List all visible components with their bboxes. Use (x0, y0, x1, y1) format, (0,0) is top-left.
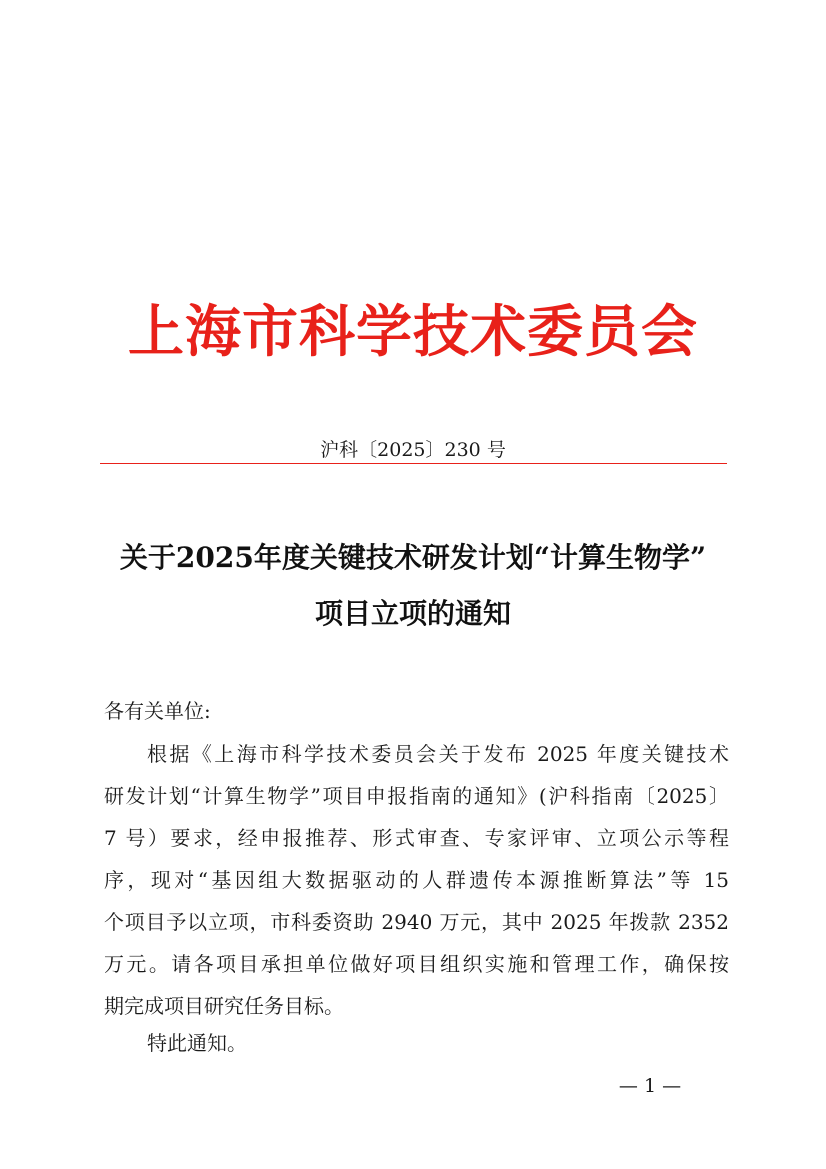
issuing-organization-header: 上海市科学技术委员会 (128, 299, 698, 365)
closing-remark: 特此通知。 (147, 1031, 247, 1055)
body-line: 研发计划“计算生物学”项目申报指南的通知》(沪科指南〔2025〕 (104, 784, 729, 808)
body-line: 期完成项目研究任务目标。 (104, 994, 344, 1018)
document-title (0, 530, 826, 642)
document-title-line-1: 关于2025年度关键技术研发计划“计算生物学” (119, 541, 707, 574)
document-number: 沪科〔2025〕230 号 (320, 439, 506, 461)
body-line: 序，现对“基因组大数据驱动的人群遗传本源推断算法”等 15 (104, 868, 729, 892)
body-line: 个项目予以立项，市科委资助 2940 万元，其中 2025 年拨款 2352 (104, 910, 729, 934)
document-title-line-2: 项目立项的通知 (314, 597, 511, 630)
red-separator-line (100, 463, 727, 464)
body-line: 7 号）要求，经申报推荐、形式审查、专家评审、立项公示等程 (104, 826, 729, 850)
body-paragraph (104, 733, 729, 1027)
page-number: — 1 — (618, 1075, 682, 1097)
body-line: 根据《上海市科学技术委员会关于发布 2025 年度关键技术 (147, 742, 729, 766)
salutation: 各有关单位: (104, 699, 211, 723)
body-line: 万元。请各项目承担单位做好项目组织实施和管理工作，确保按 (104, 952, 729, 976)
